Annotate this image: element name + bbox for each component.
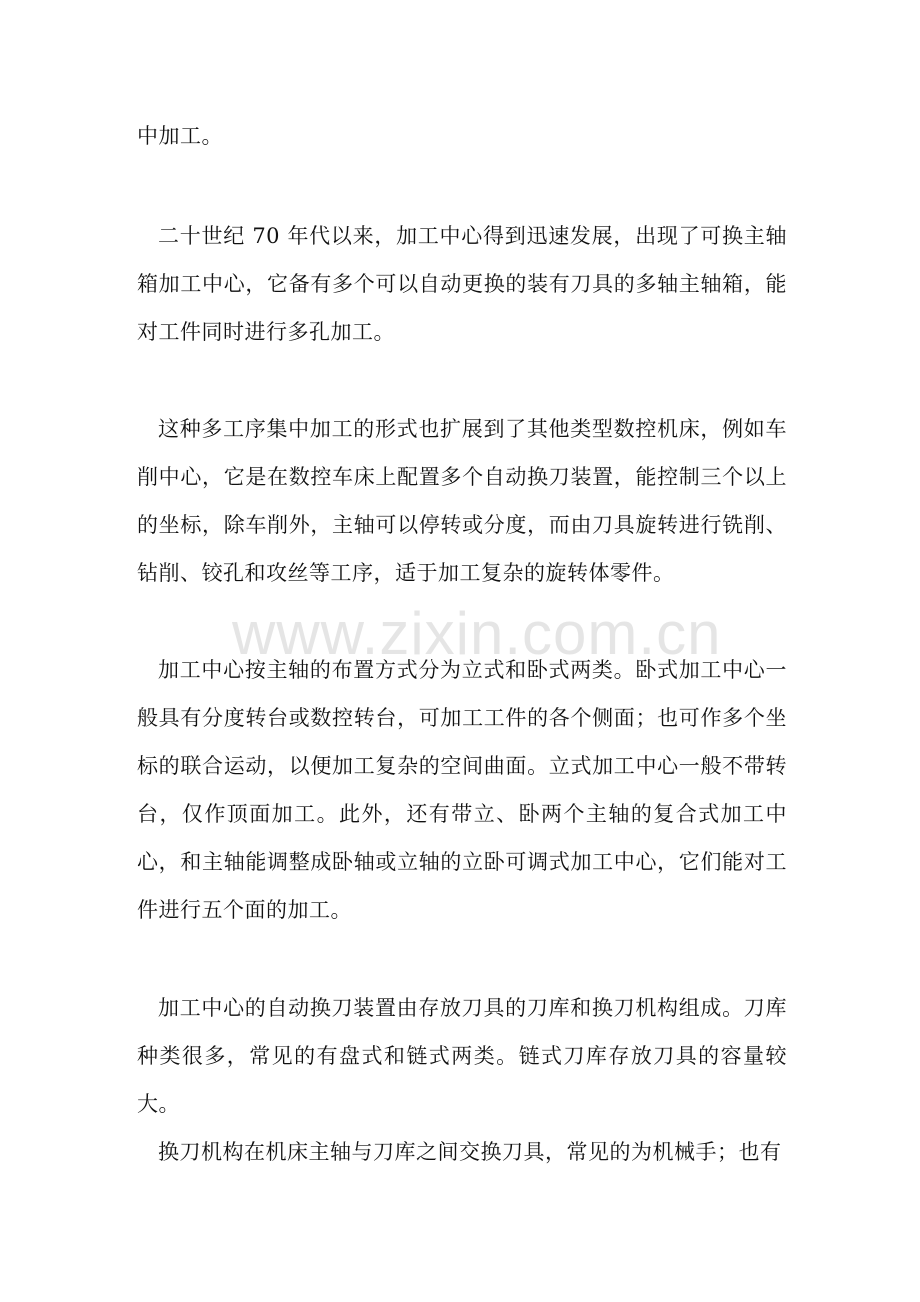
paragraph-4: 加工中心按主轴的布置方式分为立式和卧式两类。卧式加工中心一般具有分度转台或数控转台，可加工工件的各个侧面；也可作多个坐标的联合运动，以便加工复杂的空间曲面。立式加工中心一般不带转台，仅作顶面加工。此外，还有带立、卧两个主轴的复合式加工中心，和主轴能调整成卧轴或立轴的立卧可调式加工中心，它们能对工件进行五个面的加工。 — [137, 658, 787, 922]
paragraph-2: 二十世纪 70 年代以来，加工中心得到迅速发展，出现了可换主轴箱加工中心，它备有多个可以自动更换的装有刀具的多轴主轴箱，能对工件同时进行多孔加工。 — [137, 224, 787, 344]
paragraph-6: 换刀机构在机床主轴与刀库之间交换刀具，常见的为机械手；也有 — [158, 1140, 782, 1164]
paragraph-1: 中加工。 — [137, 124, 223, 148]
paragraph-5: 加工中心的自动换刀装置由存放刀具的刀库和换刀机构组成。刀库种类很多，常见的有盘式和链式两类。链式刀库存放刀具的容量较大。 — [137, 996, 787, 1116]
paragraph-3: 这种多工序集中加工的形式也扩展到了其他类型数控机床，例如车削中心，它是在数控车床上配置多个自动换刀装置，能控制三个以上的坐标，除车削外，主轴可以停转或分度，而由刀具旋转进行铣削、钻削、铰孔和攻丝等工序，适于加工复杂的旋转体零件。 — [137, 417, 787, 585]
watermark: www.zixin.com.cn — [232, 600, 722, 667]
